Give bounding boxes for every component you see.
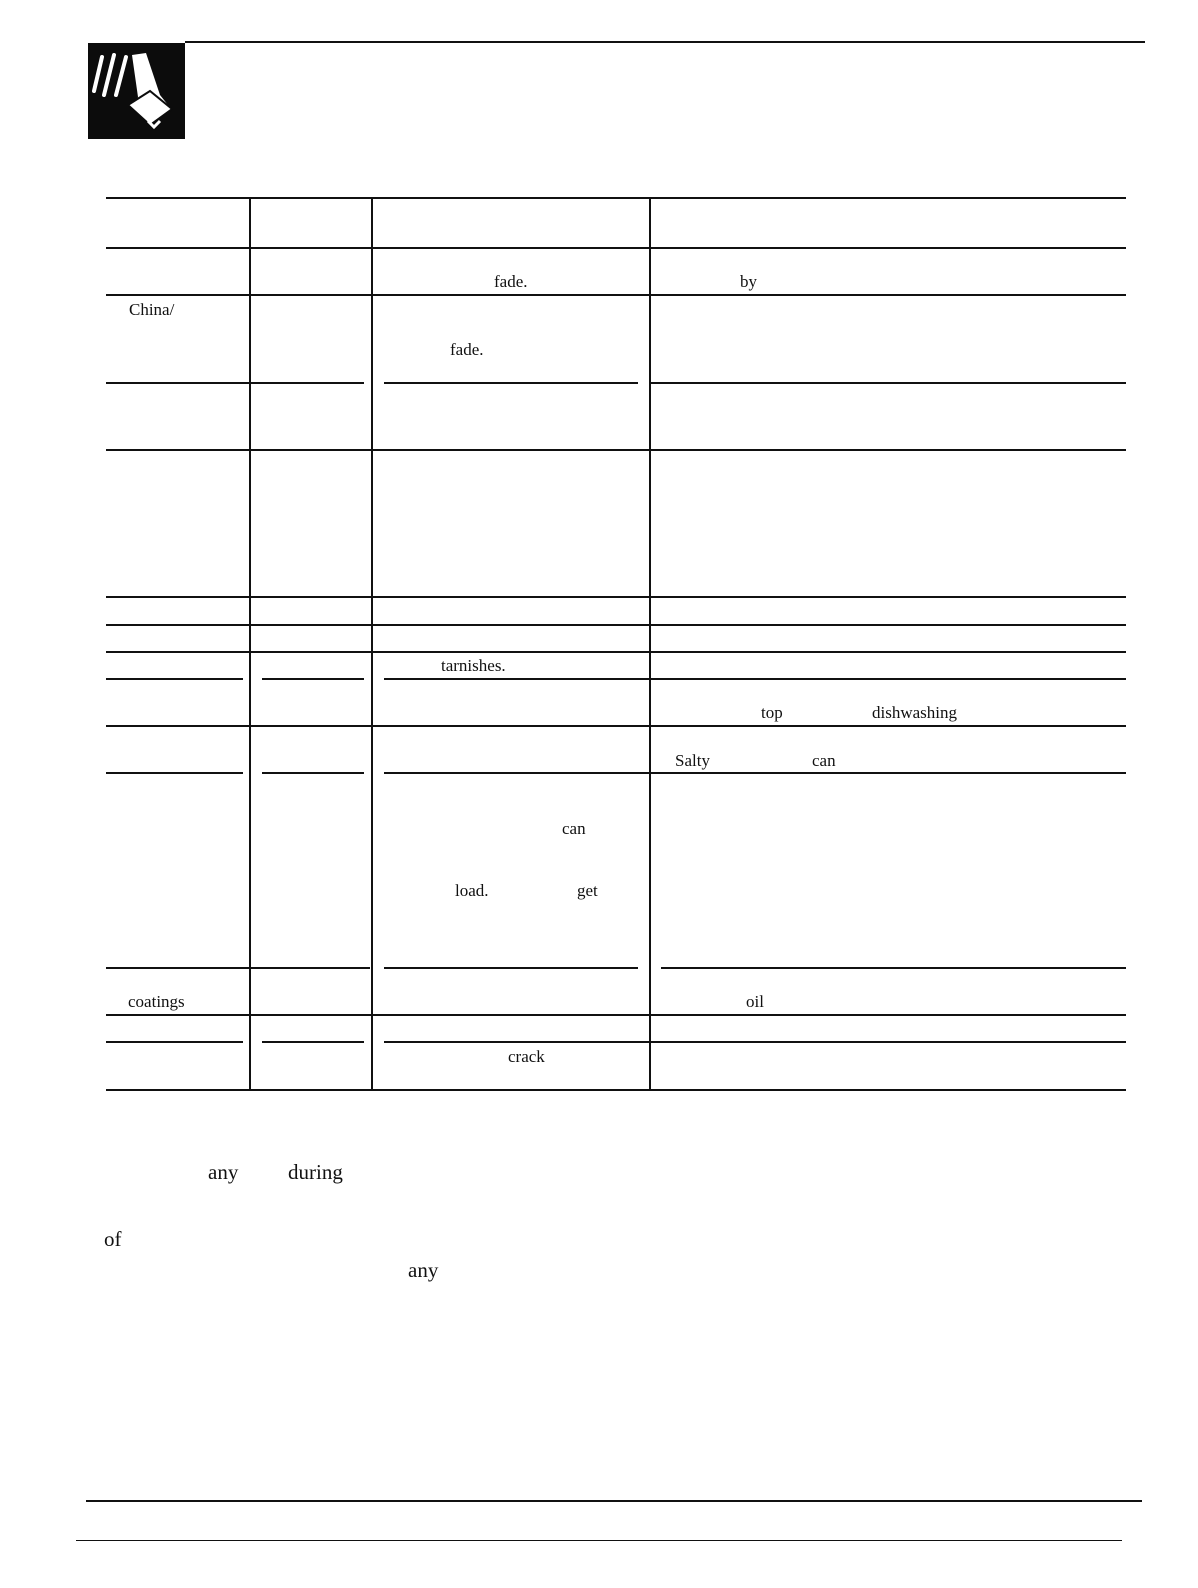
table-rule-row8 [106,725,1126,727]
table-rule-row7a [106,678,243,680]
cell-text: get [577,881,598,900]
col-divider-3 [649,198,651,1091]
cell-text: dishwashing [872,703,957,722]
cell-text: crack [508,1047,545,1066]
col-divider-2 [371,198,373,1091]
cell-text: Salty [675,751,710,770]
table-rule-row10a [106,967,370,969]
table-rule-row9c [384,772,1126,774]
cell-text: top [761,703,783,722]
table-rule-row1 [106,294,1126,296]
note-word: any [208,1160,239,1184]
table-rule-row9a [106,772,243,774]
footer-rule-2 [76,1540,1122,1541]
table-rule-row2b [384,382,638,384]
cell-text: fade. [494,272,528,291]
table-rule-row2c [651,382,1126,384]
table-rule-row3 [106,449,1126,451]
table-rule-row5 [106,624,1126,626]
col-divider-1 [249,198,251,1091]
table-rule-row9b [262,772,364,774]
cell-text: China/ [129,300,175,319]
table-rule-row7b [262,678,364,680]
cell-text: can [562,819,586,838]
table-rule-row10c [661,967,1126,969]
cell-text: load. [455,881,489,900]
table-rule-row7c [384,678,1126,680]
table-rule-row12c [384,1041,1126,1043]
cell-text: tarnishes. [441,656,506,675]
table-rule-header [106,247,1126,249]
table-rule-bottom [106,1089,1126,1091]
cell-text: fade. [450,340,484,359]
table-rule-row12b [262,1041,364,1043]
note-word: any [408,1258,439,1282]
note-word: of [104,1227,122,1251]
cell-text: oil [746,992,764,1011]
cell-text: can [812,751,836,770]
table-rule-top [106,197,1126,199]
table-rule-row10b [384,967,638,969]
table-rule-row11 [106,1014,1126,1016]
cell-text: by [740,272,757,291]
header-rule [185,41,1145,43]
hand-pressing-button-icon [88,43,185,139]
footer-rule-1 [86,1500,1142,1502]
note-word: during [288,1160,343,1184]
table-rule-row6 [106,651,1126,653]
cell-text: coatings [128,992,185,1011]
table-rule-row12a [106,1041,243,1043]
table-rule-row4 [106,596,1126,598]
table-rule-row2a [106,382,364,384]
